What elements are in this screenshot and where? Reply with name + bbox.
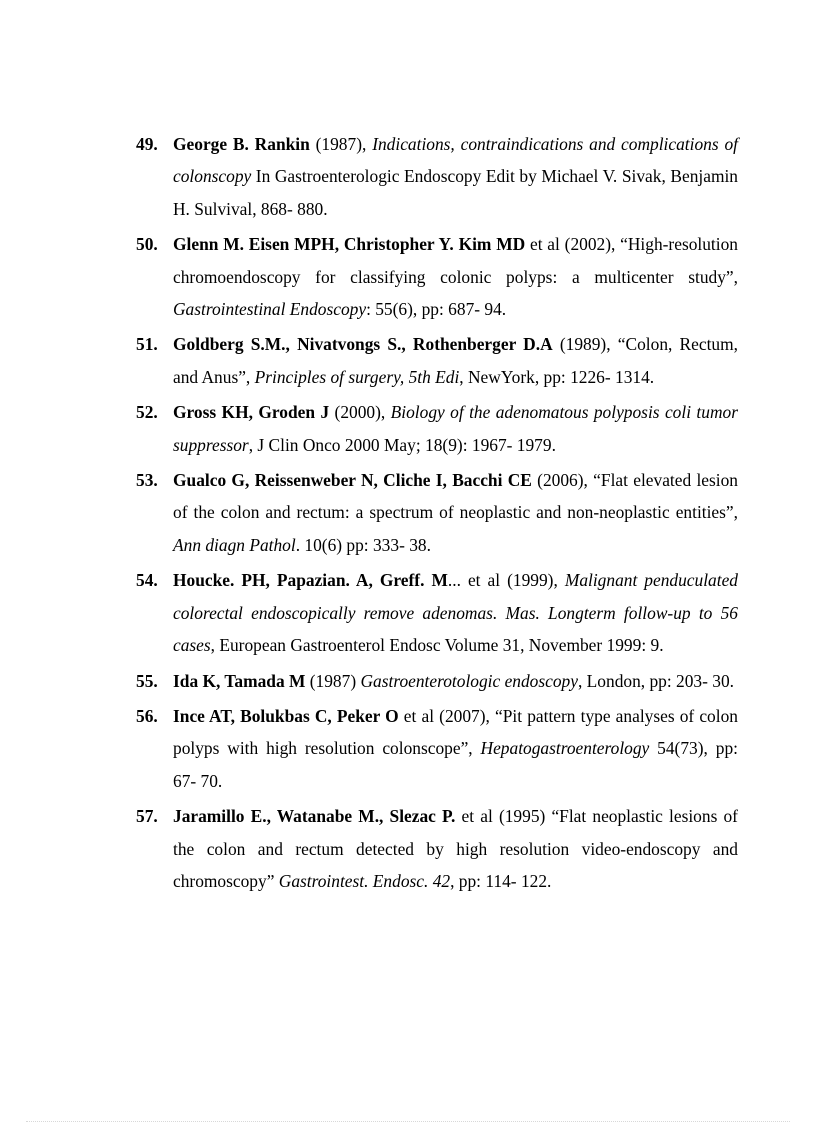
reference-title: Gastrointest. Endosc. 42: [278, 870, 451, 891]
reference-number: 53.: [136, 470, 158, 491]
reference-details: 54(73), pp: 67- 70.: [173, 738, 738, 791]
reference-item: [136, 665, 738, 697]
reference-item: [136, 328, 738, 393]
reference-details: (2000),: [329, 402, 391, 423]
reference-details: ... et al (1999),: [447, 570, 565, 591]
reference-details: In Gastroenterologic Endoscopy Edit by Michael V. Sivak, Benjamin H. Sulvival, 868- 880.: [173, 166, 738, 219]
reference-authors: Gross KH, Groden J: [173, 402, 330, 423]
reference-details: , NewYork, pp: 1226- 1314.: [459, 366, 655, 387]
reference-title: Malignant penduculated colorectal endoscopically remove adenomas. Mas. Longterm follow-up to 56 cases: [173, 570, 738, 656]
reference-details: , J Clin Onco 2000 May; 18(9): 1967- 1979.: [248, 434, 556, 455]
reference-details: (1989), “Colon, Rectum, and Anus”,: [173, 334, 738, 387]
reference-authors: Glenn M. Eisen MPH, Christopher Y. Kim MD: [173, 234, 526, 255]
reference-title: Biology of the adenomatous polyposis coli tumor suppressor: [173, 402, 738, 455]
reference-details: (2006), “Flat elevated lesion of the colon and rectum: a spectrum of neoplastic and non-neoplastic entities”,: [173, 470, 738, 523]
reference-text: [173, 402, 738, 454]
reference-details: . 10(6) pp: 333- 38.: [295, 534, 431, 555]
reference-details: (1987),: [309, 134, 373, 154]
reference-title: Indications, contraindications and complications of colonscopy: [173, 134, 738, 187]
reference-details: et al (2002), “High-resolution chromoendoscopy for classifying colonic polyps: a multicenter study”,: [173, 234, 738, 287]
reference-text: [173, 570, 738, 655]
reference-details: , pp: 114- 122.: [450, 870, 552, 891]
reference-authors: Gualco G, Reissenweber N, Cliche I, Bacchi CE: [173, 470, 532, 491]
reference-number: 51.: [136, 334, 158, 355]
reference-number: 55.: [136, 670, 158, 691]
reference-item: [136, 396, 738, 461]
reference-item: [136, 464, 738, 561]
reference-title: Gastrointestinal Endoscopy: [173, 299, 367, 320]
reference-item: [136, 700, 738, 797]
reference-number: 54.: [136, 570, 158, 591]
reference-details: et al (1995) “Flat neoplastic lesions of the colon and rectum detected by high resolution video-endoscopy and chromoscopy”: [173, 806, 738, 891]
reference-authors: Houcke. PH, Papazian. A, Greff. M: [173, 570, 448, 591]
reference-item: [136, 564, 738, 661]
reference-authors: Ince AT, Bolukbas C, Peker O: [173, 705, 399, 726]
reference-text: [173, 671, 734, 691]
reference-details: , European Gastroenterol Endosc Volume 31, November 1999: 9.: [210, 635, 664, 656]
reference-number: 50.: [136, 234, 158, 255]
reference-item: [136, 800, 738, 897]
reference-title: Principles of surgery, 5th Edi: [254, 366, 460, 387]
reference-number: 56.: [136, 705, 158, 726]
reference-text: [173, 234, 738, 319]
reference-details: , London, pp: 203- 30.: [577, 670, 735, 691]
reference-list: [136, 128, 738, 900]
reference-number: 49.: [136, 134, 158, 154]
reference-authors: Ida K, Tamada M: [173, 670, 306, 691]
reference-text: [173, 806, 738, 891]
reference-details: : 55(6), pp: 687- 94.: [366, 299, 507, 320]
reference-authors: Goldberg S.M., Nivatvongs S., Rothenberger D.A: [173, 334, 553, 355]
reference-authors: George B. Rankin: [173, 134, 310, 154]
reference-item: [136, 128, 738, 225]
reference-number: 52.: [136, 402, 158, 423]
reference-authors: Jaramillo E., Watanabe M., Slezac P.: [173, 806, 456, 827]
reference-text: [173, 134, 738, 219]
reference-number: 57.: [136, 806, 158, 827]
reference-text: [173, 334, 738, 386]
reference-item: [136, 228, 738, 325]
page-bottom-rule: [26, 1121, 790, 1122]
reference-title: Ann diagn Pathol: [173, 534, 296, 555]
reference-details: et al (2007), “Pit pattern type analyses of colon polyps with high resolution colonscope”,: [173, 705, 738, 759]
reference-title: Gastroenterotologic endoscopy: [360, 670, 578, 691]
reference-title: Hepatogastroenterology: [480, 738, 650, 759]
reference-details: (1987): [305, 670, 361, 691]
reference-text: [173, 706, 738, 791]
reference-text: [173, 470, 738, 555]
